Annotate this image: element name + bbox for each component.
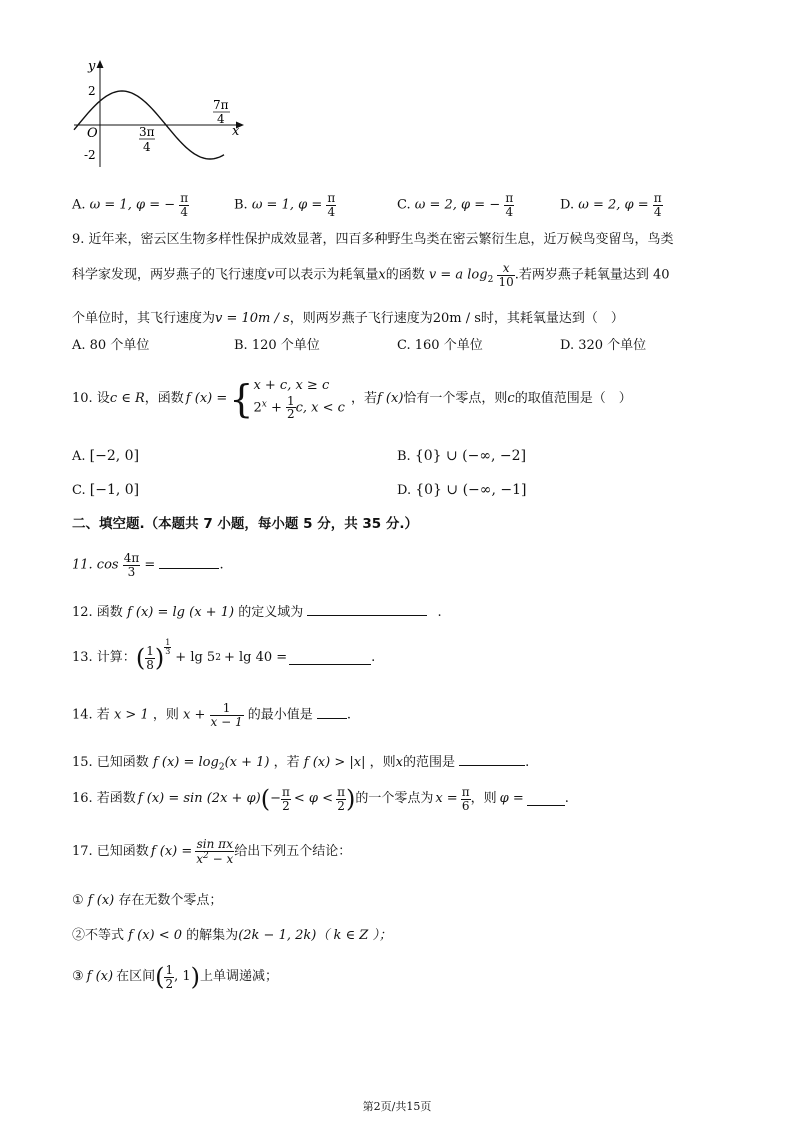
q9-line3 [72,311,624,327]
q9-text: 可以表示为耗氧量 [274,267,379,283]
option-expr: ω = 1, φ = [251,197,327,213]
sine-graph [60,55,260,170]
q8-option-b[interactable] [234,192,336,218]
conclusion-2: ②不等式 f (x) < 0 的解集为(2k − 1, 2k)（ k ∈ Z ）； [72,928,392,943]
option-label: D. [560,197,575,213]
option-label: B. [234,197,248,213]
y-axis-label: y [88,59,96,74]
q16: 16. 若函数 f (x) = sin (2x + φ) ( − $\frac{\pi}{2}$ < φ < $\frac{\pi}{2}$ ) 的一个零点为 x = $\frac{\pi}{6}$ ，则 φ = . [72,785,569,814]
q10-option-d[interactable] [397,482,526,499]
tick-3pi4-num: 3π [139,125,155,139]
pi-over-4: $\frac{\pi}{4}$ [653,191,662,219]
q9-var-x: x [378,267,386,283]
answer-blank[interactable] [317,706,347,719]
option-label: A. [72,197,86,213]
q10-c: c [507,391,515,407]
answer-blank[interactable] [459,753,525,766]
q11: 11. cos $\frac{4\pi}{3}$ = . [72,551,224,579]
q9-text: 个单位时，其飞行速度为 [72,311,216,326]
q10-text: 恰有一个零点，则 [403,391,508,407]
q10-cases [253,377,345,421]
option-expr: [−1, 0] [89,482,140,498]
pi-over-4: $\frac{\pi}{4}$ [327,191,336,219]
q9-option-b[interactable]: B. 120 个单位 [234,338,320,353]
q10-case2: 2$^x$ + $\frac{1}{2}$ c, x < c [253,393,345,422]
q9-text: ，则两岁燕子飞行速度为 [289,311,433,326]
q12: 12. 函数 f (x) = lg (x + 1) 的定义域为 . [72,605,442,620]
option-expr: ω = 2, φ = [578,197,653,213]
q9-option-c[interactable]: C. 160 个单位 [397,338,483,353]
q9-log-base: 2 [487,275,494,286]
q15: 15. 已知函数 f $(x) = \log_2(x + 1)$ ，若 f (x) > |x| ，则x的范围是 . [72,755,530,773]
answer-blank[interactable] [527,793,565,806]
q9-text: 的函数 [385,267,425,283]
q13-frac: $\frac{1}{8}$ [146,644,154,672]
q9-speed2: 20m / s [432,311,481,326]
q9-text: .若两岁燕子耗氧量达到 40 [514,267,670,283]
q14-frac: $\frac{1}{x - 1}$ [210,701,243,729]
q13-exp: $\frac{1}{3}$ [165,638,171,657]
q8-option-d[interactable] [560,192,663,218]
q10-fx: f (x) = [185,391,228,407]
tick-neg2: -2 [84,148,96,162]
option-expr: [−2, 0] [89,448,140,464]
tick-3pi4-den: 4 [143,140,151,154]
q9-option-d[interactable]: D. 320 个单位 [560,338,647,353]
tick-7pi4-den: 4 [217,112,225,126]
y-axis-arrow [97,60,104,68]
q10-text: 10. 设 [72,391,110,407]
option-label: A. [72,449,86,464]
q9-line1: 9. 近年来，密云区生物多样性保护成效显著，四百多种野生鸟类在密云繁衍生息，近万候鸟变留鸟，鸟类 [72,232,674,247]
option-label: C. [397,197,411,213]
q9-func: v = a log [428,267,488,283]
q9-line2 [72,262,670,288]
option-expr: {0} ∪ (−∞, −1] [415,482,527,498]
page-footer: 第2页/共15页 [362,1100,432,1113]
q17: 17. 已知函数 f (x) = $\frac{\text{sin πx}}{x^2 - x}$ 给出下列五个结论： [72,837,352,866]
conclusion-3: ③ f (x) 在区间 ( $\frac{1}{2}$ , 1 ) 上单调递减； [72,963,279,992]
q11-frac: $\frac{4\pi}{3}$ [123,551,140,579]
answer-blank[interactable] [159,556,219,569]
q10-option-b[interactable] [397,448,526,465]
q10-text: 的取值范围是（ ） [514,391,632,407]
answer-blank[interactable] [307,603,427,616]
q9-text: 科学家发现，两岁燕子的飞行速度 [72,267,268,283]
q9-speed1: v = 10m / s [215,311,290,326]
q9-var-v: v [267,267,275,283]
option-label: C. [72,483,86,498]
section-heading: 二、填空题.（本题共 7 小题，每小题 5 分，共 35 分.） [72,516,419,532]
q10-fx2: f (x) [376,391,404,407]
q10-cset: c ∈ R [109,391,145,407]
q10-option-c[interactable] [72,482,139,499]
option-label: B. [397,449,411,464]
q9-option-a[interactable]: A. 80 个单位 [72,338,150,353]
option-expr: ω = 1, φ = − [89,197,176,213]
q13: 13. 计算： ( $\frac{1}{8}$ ) $\frac{1}{3}$ + lg 5 2 + lg 40 = . [72,638,376,673]
option-expr: ω = 2, φ = − [414,197,501,213]
x-axis-label: x [232,124,240,139]
q10-brace: { [229,377,254,421]
q17-frac: $\frac{\text{sin πx}}{x^2 - x}$ [196,837,234,866]
q14: 14. 若 x > 1 ，则 x + $\frac{1}{x - 1}$ 的最小值是 . [72,701,352,729]
q10-text: ，若 [350,391,377,407]
tick-2: 2 [88,84,96,98]
q10-text: ，函数 [144,391,184,407]
pi-over-4: $\frac{\pi}{4}$ [505,191,514,219]
q10-stem [72,370,632,428]
tick-7pi4-num: 7π [213,98,229,112]
q9-frac: $\frac{x}{10}$ [498,261,514,289]
pi-over-4: $\frac{\pi}{4}$ [180,191,189,219]
q10-option-a[interactable] [72,448,139,465]
answer-blank[interactable] [289,652,371,665]
q8-option-c[interactable] [397,192,514,218]
option-label: D. [397,483,412,498]
q9-text: 时，其耗氧量达到（ ） [480,311,624,326]
conclusion-1: ① f (x) 存在无数个零点； [72,893,223,908]
q8-option-a[interactable] [72,192,189,218]
q10-case1: x + c, x ≥ c [253,378,330,394]
option-expr: {0} ∪ (−∞, −2] [414,448,527,464]
origin-label: O [87,126,98,141]
